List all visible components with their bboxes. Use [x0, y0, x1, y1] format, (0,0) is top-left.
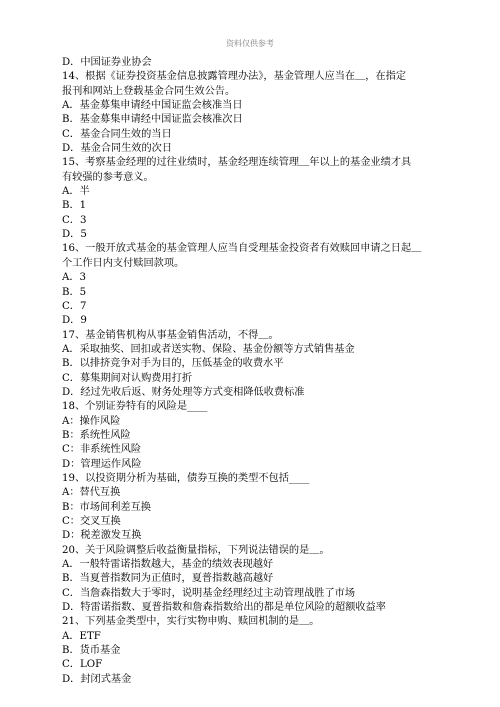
option-line: B．1	[62, 200, 87, 212]
option-line: B．5	[62, 286, 87, 298]
question-line: 个工作日内支付赎回款项。	[62, 257, 185, 269]
option-line: D．中国证券业协会	[62, 57, 152, 68]
option-line: C．LOF	[62, 659, 103, 671]
option-line: D．封闭式基金	[62, 673, 132, 685]
question-line: 报刊和网站上登载基金合同生效公告。	[62, 85, 236, 97]
option-line: C．基金合同生效的当日	[62, 128, 172, 140]
option-line: A：替代互换	[62, 487, 121, 499]
option-line: B．当夏普指数同为正值时，夏普指数越高越好	[62, 573, 274, 585]
option-line: D．经过先收后返、财务处理等方式变相降低收费标准	[62, 386, 305, 398]
question-line: 21、下列基金类型中，实行实物申购、赎回机制的是＿。	[62, 616, 320, 628]
option-line: D：管理运作风险	[62, 458, 142, 470]
option-line: C：非系统性风险	[62, 444, 142, 456]
option-line: B．基金募集申请经中国证监会核准次日	[62, 114, 243, 126]
question-line: 19、以投资期分析为基础，债券互换的类型不包括____	[62, 472, 310, 484]
option-line: B．以排挤竞争对手为目的，压低基金的收费水平	[62, 358, 284, 370]
option-line: A．3	[62, 272, 87, 284]
option-line: D．5	[62, 229, 87, 241]
option-line: A．基金募集申请经中国证监会核准当日	[62, 100, 243, 112]
document-body	[62, 56, 440, 687]
question-line: 有较强的参考意义。	[62, 171, 154, 183]
question-line: 16、一般开放式基金的基金管理人应当自受理基金投资者有效赎回申请之日起＿	[62, 243, 422, 255]
option-line: C．7	[62, 300, 87, 312]
option-line: A．ETF	[62, 630, 101, 642]
option-line: D．9	[62, 315, 87, 327]
question-line: 20、关于风险调整后收益衡量指标，下列说法错误的是＿。	[62, 544, 330, 556]
option-line: D．基金合同生效的次日	[62, 143, 173, 155]
page-header: 资料仅供参考	[226, 39, 274, 48]
option-line: C：交叉互换	[62, 516, 121, 527]
option-line: A．半	[62, 186, 90, 198]
option-line: C．募集期间对认购费用打折	[62, 372, 193, 384]
option-line: D．特雷诺指数、夏普指数和詹森指数给出的都是单位风险的超额收益率	[62, 602, 386, 614]
option-line: A：操作风险	[62, 415, 121, 427]
option-line: B：市场间利差互换	[62, 501, 151, 513]
option-line: A．采取抽奖、回扣或者送实物、保险、基金份额等方式销售基金	[62, 343, 355, 355]
option-line: C．当詹森指数大于零时，说明基金经理经过主动管理战胜了市场	[62, 587, 356, 599]
question-line: 18、个别证券特有的风险是____	[62, 401, 208, 413]
question-line: 15、考察基金经理的过往业绩时，基金经理连续管理＿年以上的基金业绩才具	[62, 157, 412, 169]
question-line: 17、基金销售机构从事基金销售活动，不得＿。	[62, 329, 279, 341]
option-line: B：系统性风险	[62, 429, 131, 441]
option-line: D：税差激发互换	[62, 530, 142, 542]
option-line: B．货币基金	[62, 645, 121, 657]
question-line: 14、根据《证券投资基金信息披露管理办法》，基金管理人应当在＿，在指定	[62, 71, 407, 83]
option-line: C．3	[62, 214, 87, 226]
option-line: A．一般特雷诺指数越大，基金的绩效表现越好	[62, 559, 274, 571]
